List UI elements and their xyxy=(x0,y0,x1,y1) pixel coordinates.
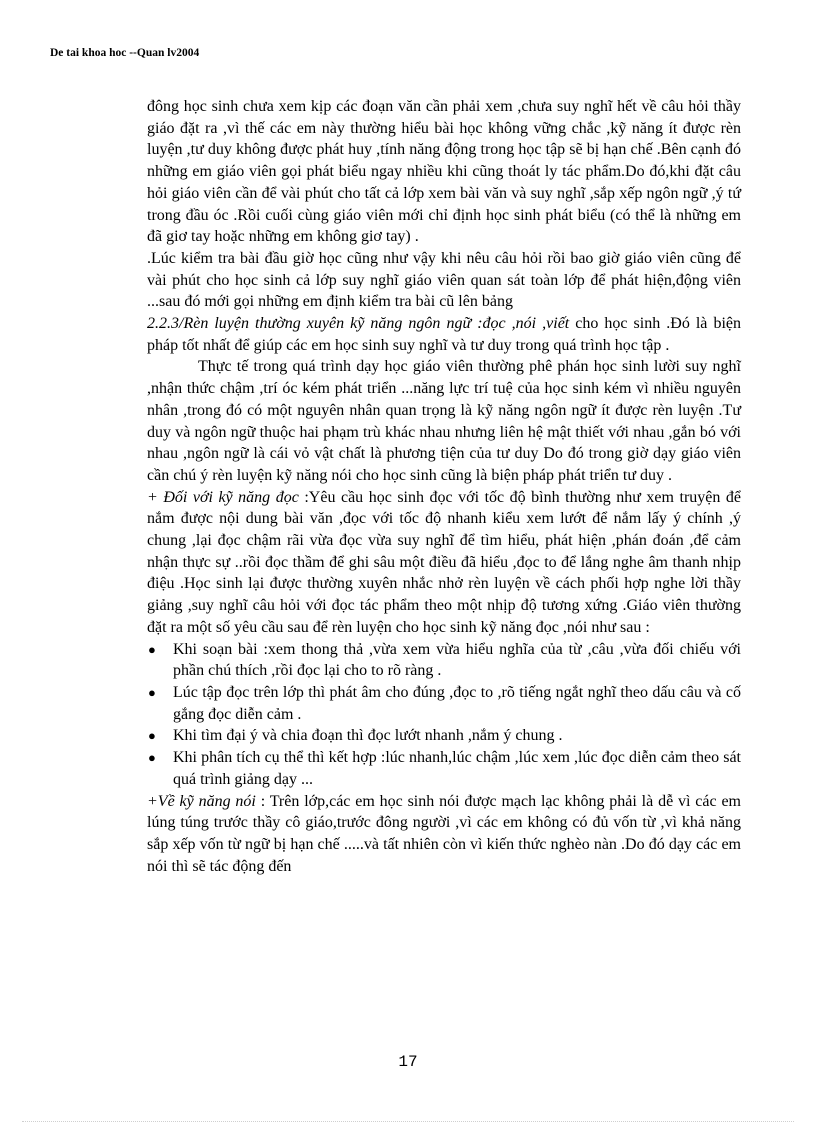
paragraph-4: Thực tế trong quá trình dạy học giáo viên thường phê phán học sinh lười suy nghĩ ,nhận thức chậm ,trí óc kém phát triển ...năng lực trí tuệ của học sinh kém vì nhiều nguyên nhân ,trong đó có một nguyên nhân quan trọng là kỹ năng ngôn ngữ ít được rèn luyện .Tư duy và ngôn ngữ thuộc hai phạm trù khác nhau nhưng liên hệ mật thiết với nhau ,gắn bó với nhau ,ngôn ngữ là cái vỏ vật chất là phương tiện của tư duy Do đó trong giờ dạy giáo viên cần chú ý rèn luyện kỹ năng nói cho học sinh cũng là biện pháp phát triển tư duy . xyxy=(147,358,741,484)
paragraph-1: đông học sinh chưa xem kịp các đoạn văn cần phải xem ,chưa suy nghĩ hết về câu hỏi thầy giáo đặt ra ,vì thế các em này thường hiểu bài học không vững chắc ,kỹ năng ít được rèn luyện ,tư duy không được phát huy ,tính năng động trong học tập sẽ bị hạn chế .Bên cạnh đó những em giáo viên gọi phát biểu ngay nhiều khi cũng thoát ly tác phẩm.Do đó,khi đặt câu hỏi giáo viên cần để vài phút cho tất cả lớp xem bài văn và suy nghĩ ,sắp xếp ngôn ngữ ,ý tứ trong đầu óc .Rồi cuối cùng giáo viên mới chỉ định học sinh phát biểu (có thể là những em đã giơ tay hoặc những em không giơ tay) . xyxy=(147,98,741,246)
page-edge-divider xyxy=(22,1121,794,1122)
list-item-text: Khi phân tích cụ thể thì kết hợp :lúc nhanh,lúc chậm ,lúc xem ,lúc đọc diễn cảm theo sát quá trình giảng dạy ... xyxy=(173,749,741,788)
list-item-text: Khi tìm đại ý và chia đoạn thì đọc lướt nhanh ,nắm ý chung . xyxy=(173,727,563,745)
bullet-icon: ● xyxy=(148,728,156,744)
page-body xyxy=(147,96,741,877)
page-number: 17 xyxy=(398,1053,418,1071)
speaking-skill-heading: +Về kỹ năng nói xyxy=(147,792,256,810)
list-item xyxy=(147,682,741,725)
paragraph-3-text: cho học sinh .Đó là biện pháp tốt nhất để giúp các em học sinh suy nghĩ và tư duy trong quá trình học tập . xyxy=(147,315,741,354)
bullet-list xyxy=(147,639,741,791)
section-heading-2-2-3: 2.2.3/Rèn luyện thường xuyên kỹ năng ngôn ngữ :đọc ,nói ,viết xyxy=(147,315,570,333)
paragraph-6 xyxy=(147,791,741,878)
reading-skill-heading: + Đối với kỹ năng đọc xyxy=(147,488,299,506)
paragraph-2: .Lúc kiểm tra bài đầu giờ học cũng như vậy khi nêu câu hỏi rồi bao giờ giáo viên cũng để vài phút cho học sinh cả lớp suy nghĩ giáo viên quan sát toàn lớp để phát hiện,động viên ...sau đó mới gọi những em định kiểm tra bài cũ lên bảng xyxy=(147,249,741,311)
list-item-text: Khi soạn bài :xem thong thả ,vừa xem vừa hiểu nghĩa của từ ,câu ,vừa đối chiếu với phần chú thích ,rồi đọc lại cho to rõ ràng . xyxy=(173,640,741,680)
list-item xyxy=(147,639,741,682)
bullet-icon: ● xyxy=(148,641,156,657)
paragraph-3 xyxy=(147,313,741,356)
list-item xyxy=(147,725,741,747)
paragraph-5 xyxy=(147,487,741,639)
running-header: De tai khoa hoc --Quan lv2004 xyxy=(50,47,200,59)
bullet-icon: ● xyxy=(148,750,156,766)
paragraph-5-text: :Yêu cầu học sinh đọc với tốc độ bình thường như xem truyện để nắm được nội dung bài văn ,đọc với tốc độ nhanh kiểu xem lướt để nắm lấy ý chính ,ý chung ,lại đọc chậm rãi vừa đọc vừa suy nghĩ để tìm hiểu, phát hiện ,phán đoán ,để cảm nhận thực sự ..rồi đọc thầm để ghi sâu một điều đã hiểu ,đọc to để lắng nghe âm thanh nhịp điệu .Học sinh lại được thường xuyên nhắc nhở rèn luyện về cách phối hợp nghe lời thầy giảng ,suy nghĩ câu hỏi với đọc tác phẩm theo một nhịp độ tương xứng .Giáo viên thường đặt ra một số yêu cầu sau để rèn luyện cho học sinh kỹ năng đọc ,nói như sau : xyxy=(147,488,741,636)
list-item xyxy=(147,747,741,790)
bullet-icon: ● xyxy=(148,684,156,700)
list-item-text: Lúc tập đọc trên lớp thì phát âm cho đúng ,đọc to ,rõ tiếng ngắt nghĩ theo dấu câu và cố gắng đọc diễn cảm . xyxy=(173,683,741,723)
paragraph-6-text: : Trên lớp,các em học sinh nói được mạch lạc không phải là dễ vì các em lúng túng trước thầy cô giáo,trước đông người ,vì các em không có đủ vốn từ ,vì khả năng sắp xếp vốn từ ngữ bị hạn chế .....và tất nhiên còn vì kiến thức nghèo nàn .Do đó dạy các em nói thì sẽ tác động đến xyxy=(147,792,741,875)
